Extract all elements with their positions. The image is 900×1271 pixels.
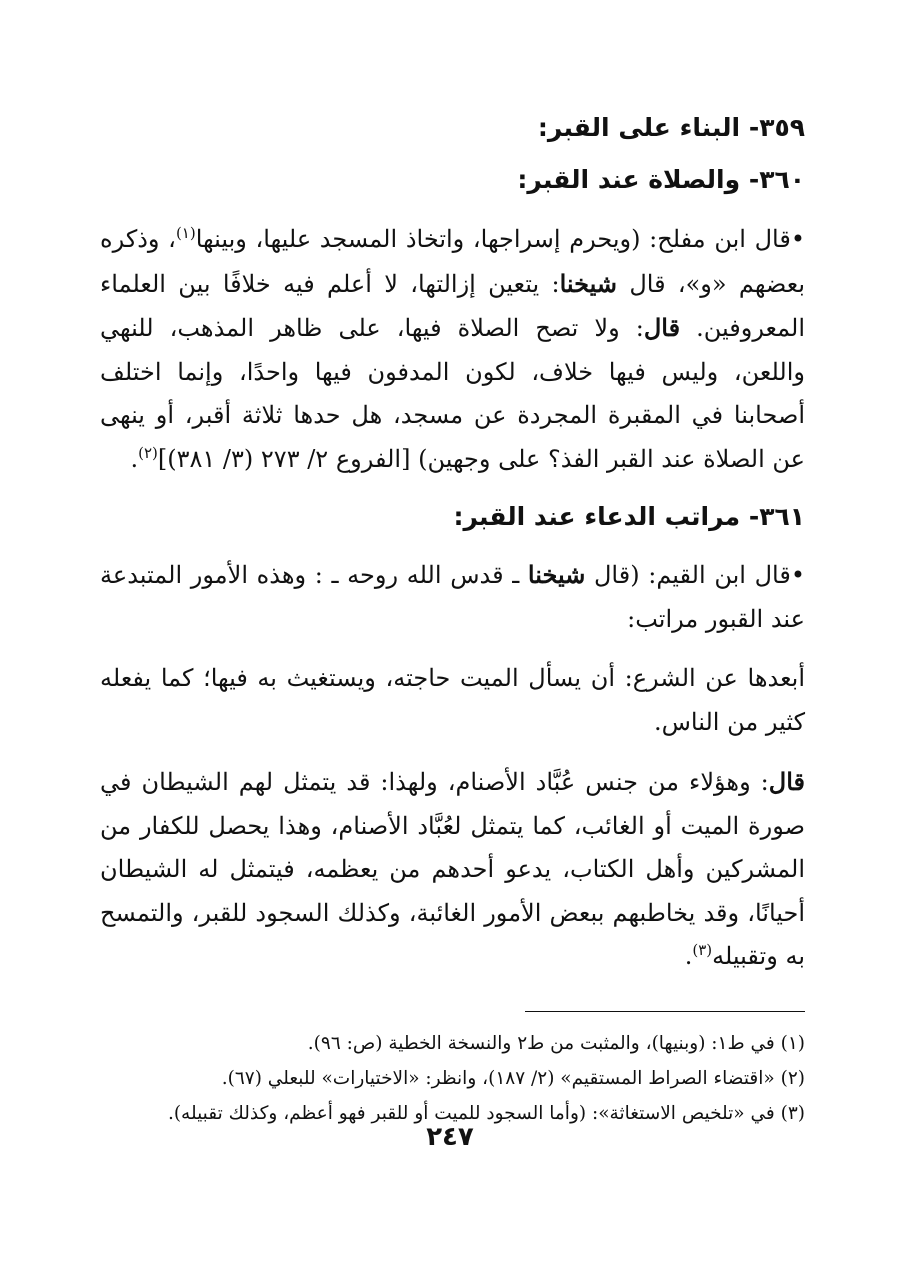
page-number: ٢٤٧ <box>426 1122 474 1152</box>
bold-term-shaykhuna: شيخنا <box>559 268 617 298</box>
text-segment: قال ابن القيم: (قال <box>585 561 791 589</box>
text-segment: ، وذكره بعضهم «و»، قال <box>100 225 806 298</box>
footnote-ref-2[interactable]: (٢) <box>138 443 158 462</box>
paragraph-furthest <box>100 657 805 744</box>
footnote-ref-3[interactable]: (٣) <box>692 941 713 959</box>
text-segment: : وهؤلاء من جنس عُبَّاد الأصنام، ولهذا: قد يتمثل لهم الشيطان في صورة الميت أو الغائب، كما يتمثل لعُبَّاد الأصنام، وهذا يحصل للكفار من المشركين وأهل الكتاب، يدعو أحدهم من يعظمه، فيتمثل له الشيطان أحيانًا، وقد يخاطبهم ببعض الأمور الغائبة، وكذلك السجود للقبر، والتمسح به وتقبيله <box>100 768 805 970</box>
text-segment: . <box>130 444 139 473</box>
text-segment: قال ابن مفلح: (ويحرم إسراجها، واتخاذ المسجد عليها، وبينها <box>195 225 791 253</box>
footnote-ref-1[interactable]: (١) <box>175 224 196 242</box>
paragraph-ibn-qayyim <box>100 553 805 641</box>
bold-term-qal: قال <box>768 767 805 796</box>
paragraph-ibn-muflih <box>100 218 805 481</box>
footnote-1: (١) في ط١: (وبنيها)، والمثبت من ط٢ والنسخة الخطية (ص: ٩٦). <box>307 1032 805 1054</box>
text-segment: : ولا تصح الصلاة فيها، على ظاهر المذهب، للنهي واللعن، وليس فيها خلاف، لكون المدفون فيها واحدًا، وإنما اختلف أصحابنا في المقبرة المجردة عن مسجد، هل حدها ثلاثة أقبر، أو ينهى عن الصلاة عند القبر الفذ؟ على وجهين) [الفروع ٢/ ٢٧٣ (٣/ ٣٨١)] <box>100 314 805 473</box>
paragraph-idol-worshippers <box>100 760 805 979</box>
heading-359: ٣٥٩- البناء على القبر: <box>537 113 805 142</box>
text-segment: . <box>684 942 693 970</box>
footnote-divider <box>525 1011 805 1012</box>
heading-360: ٣٦٠- والصلاة عند القبر: <box>517 165 805 194</box>
footnote-3: (٣) في «تلخيص الاستغاثة»: (وأما السجود للميت أو للقبر فهو أعظم، وكذلك تقبيله). <box>167 1102 805 1124</box>
text-segment: ـ قدس الله روحه ـ : وهذه الأمور المتبدعة عند القبور مراتب: <box>100 561 805 633</box>
bold-term-shaykhuna: شيخنا <box>527 560 586 589</box>
bullet-icon: • <box>790 561 805 589</box>
heading-361: ٣٦١- مراتب الدعاء عند القبر: <box>453 502 805 531</box>
text-segment: : يتعين إزالتها، لا أعلم فيه خلافًا بين العلماء المعروفين. <box>100 269 805 342</box>
bullet-icon: • <box>790 225 805 253</box>
text-segment: أبعدها عن الشرع: أن يسأل الميت حاجته، ويستغيث به فيها؛ كما يفعله كثير من الناس. <box>100 664 805 736</box>
bold-term-qal: قال <box>643 313 681 342</box>
footnote-2: (٢) «اقتضاء الصراط المستقيم» (٢/ ١٨٧)، وانظر: «الاختيارات» للبعلي (٦٧). <box>221 1067 805 1089</box>
page-body <box>100 108 805 1131</box>
